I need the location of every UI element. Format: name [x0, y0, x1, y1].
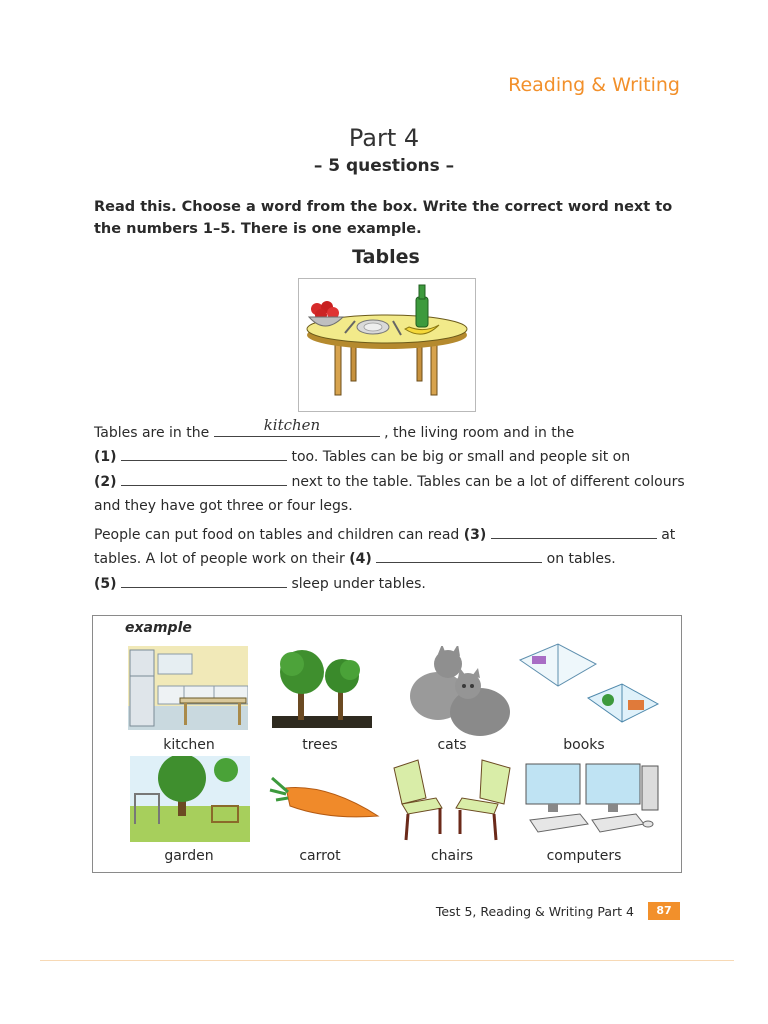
example-answer: kitchen: [263, 416, 321, 434]
example-label: example: [125, 620, 192, 636]
word-chairs: chairs: [430, 848, 474, 864]
table-illustration: [298, 278, 476, 412]
garden-picture: [130, 756, 250, 846]
story-line3: next to the table. Tables can be a lot of different colours and they have got three or four legs.: [94, 473, 685, 514]
footer-text: Test 5, Reading & Writing Part 4: [435, 904, 634, 919]
section-title: Reading & Writing: [508, 74, 680, 96]
part-subtitle: – 5 questions –: [313, 156, 455, 176]
word-garden: garden: [164, 848, 214, 864]
story-line4-b: at tables. A lot of people work on their: [94, 527, 676, 568]
trees-picture: [272, 646, 372, 734]
word-trees: trees: [302, 737, 338, 753]
computers-picture: [524, 762, 660, 844]
question-3-number: (3): [463, 527, 487, 544]
answer-blank-5[interactable]: [121, 572, 287, 588]
books-picture: [518, 640, 660, 742]
word-computers: computers: [546, 848, 622, 864]
kitchen-picture: [128, 646, 248, 734]
answer-blank-2[interactable]: [121, 470, 287, 486]
story-line1-b: , the living room and in the: [379, 425, 575, 441]
word-cats: cats: [437, 737, 467, 753]
answer-blank-4[interactable]: [376, 547, 542, 563]
word-books: books: [563, 737, 605, 753]
story-line1-a: Tables are in the: [94, 425, 214, 441]
story-line5: sleep under tables.: [287, 575, 426, 592]
word-kitchen: kitchen: [163, 737, 215, 753]
footer-divider: [40, 960, 734, 961]
story-line2: too. Tables can be big or small and people sit on: [287, 449, 631, 466]
part-title: Part 4: [348, 124, 420, 152]
story-title: Tables: [352, 246, 420, 268]
answer-blank-1[interactable]: [121, 445, 287, 461]
question-4-number: (4): [349, 551, 372, 568]
story-text: [94, 416, 694, 596]
chairs-picture: [390, 758, 516, 846]
question-2-number: (2): [94, 473, 117, 490]
page-number: 87: [648, 902, 680, 920]
instructions: Read this. Choose a word from the box. Write the correct word next to the numbers 1–5. There is one example.: [94, 199, 673, 237]
cats-picture: [402, 646, 514, 742]
word-carrot: carrot: [299, 848, 341, 864]
answer-blank-3[interactable]: [491, 523, 657, 539]
story-line4-c: on tables.: [542, 551, 616, 568]
story-line4-a: People can put food on tables and children can read: [94, 527, 464, 544]
carrot-picture: [268, 776, 380, 830]
question-1-number: (1): [94, 449, 117, 466]
example-answer-blank: [214, 416, 380, 437]
question-5-number: (5): [94, 575, 117, 592]
